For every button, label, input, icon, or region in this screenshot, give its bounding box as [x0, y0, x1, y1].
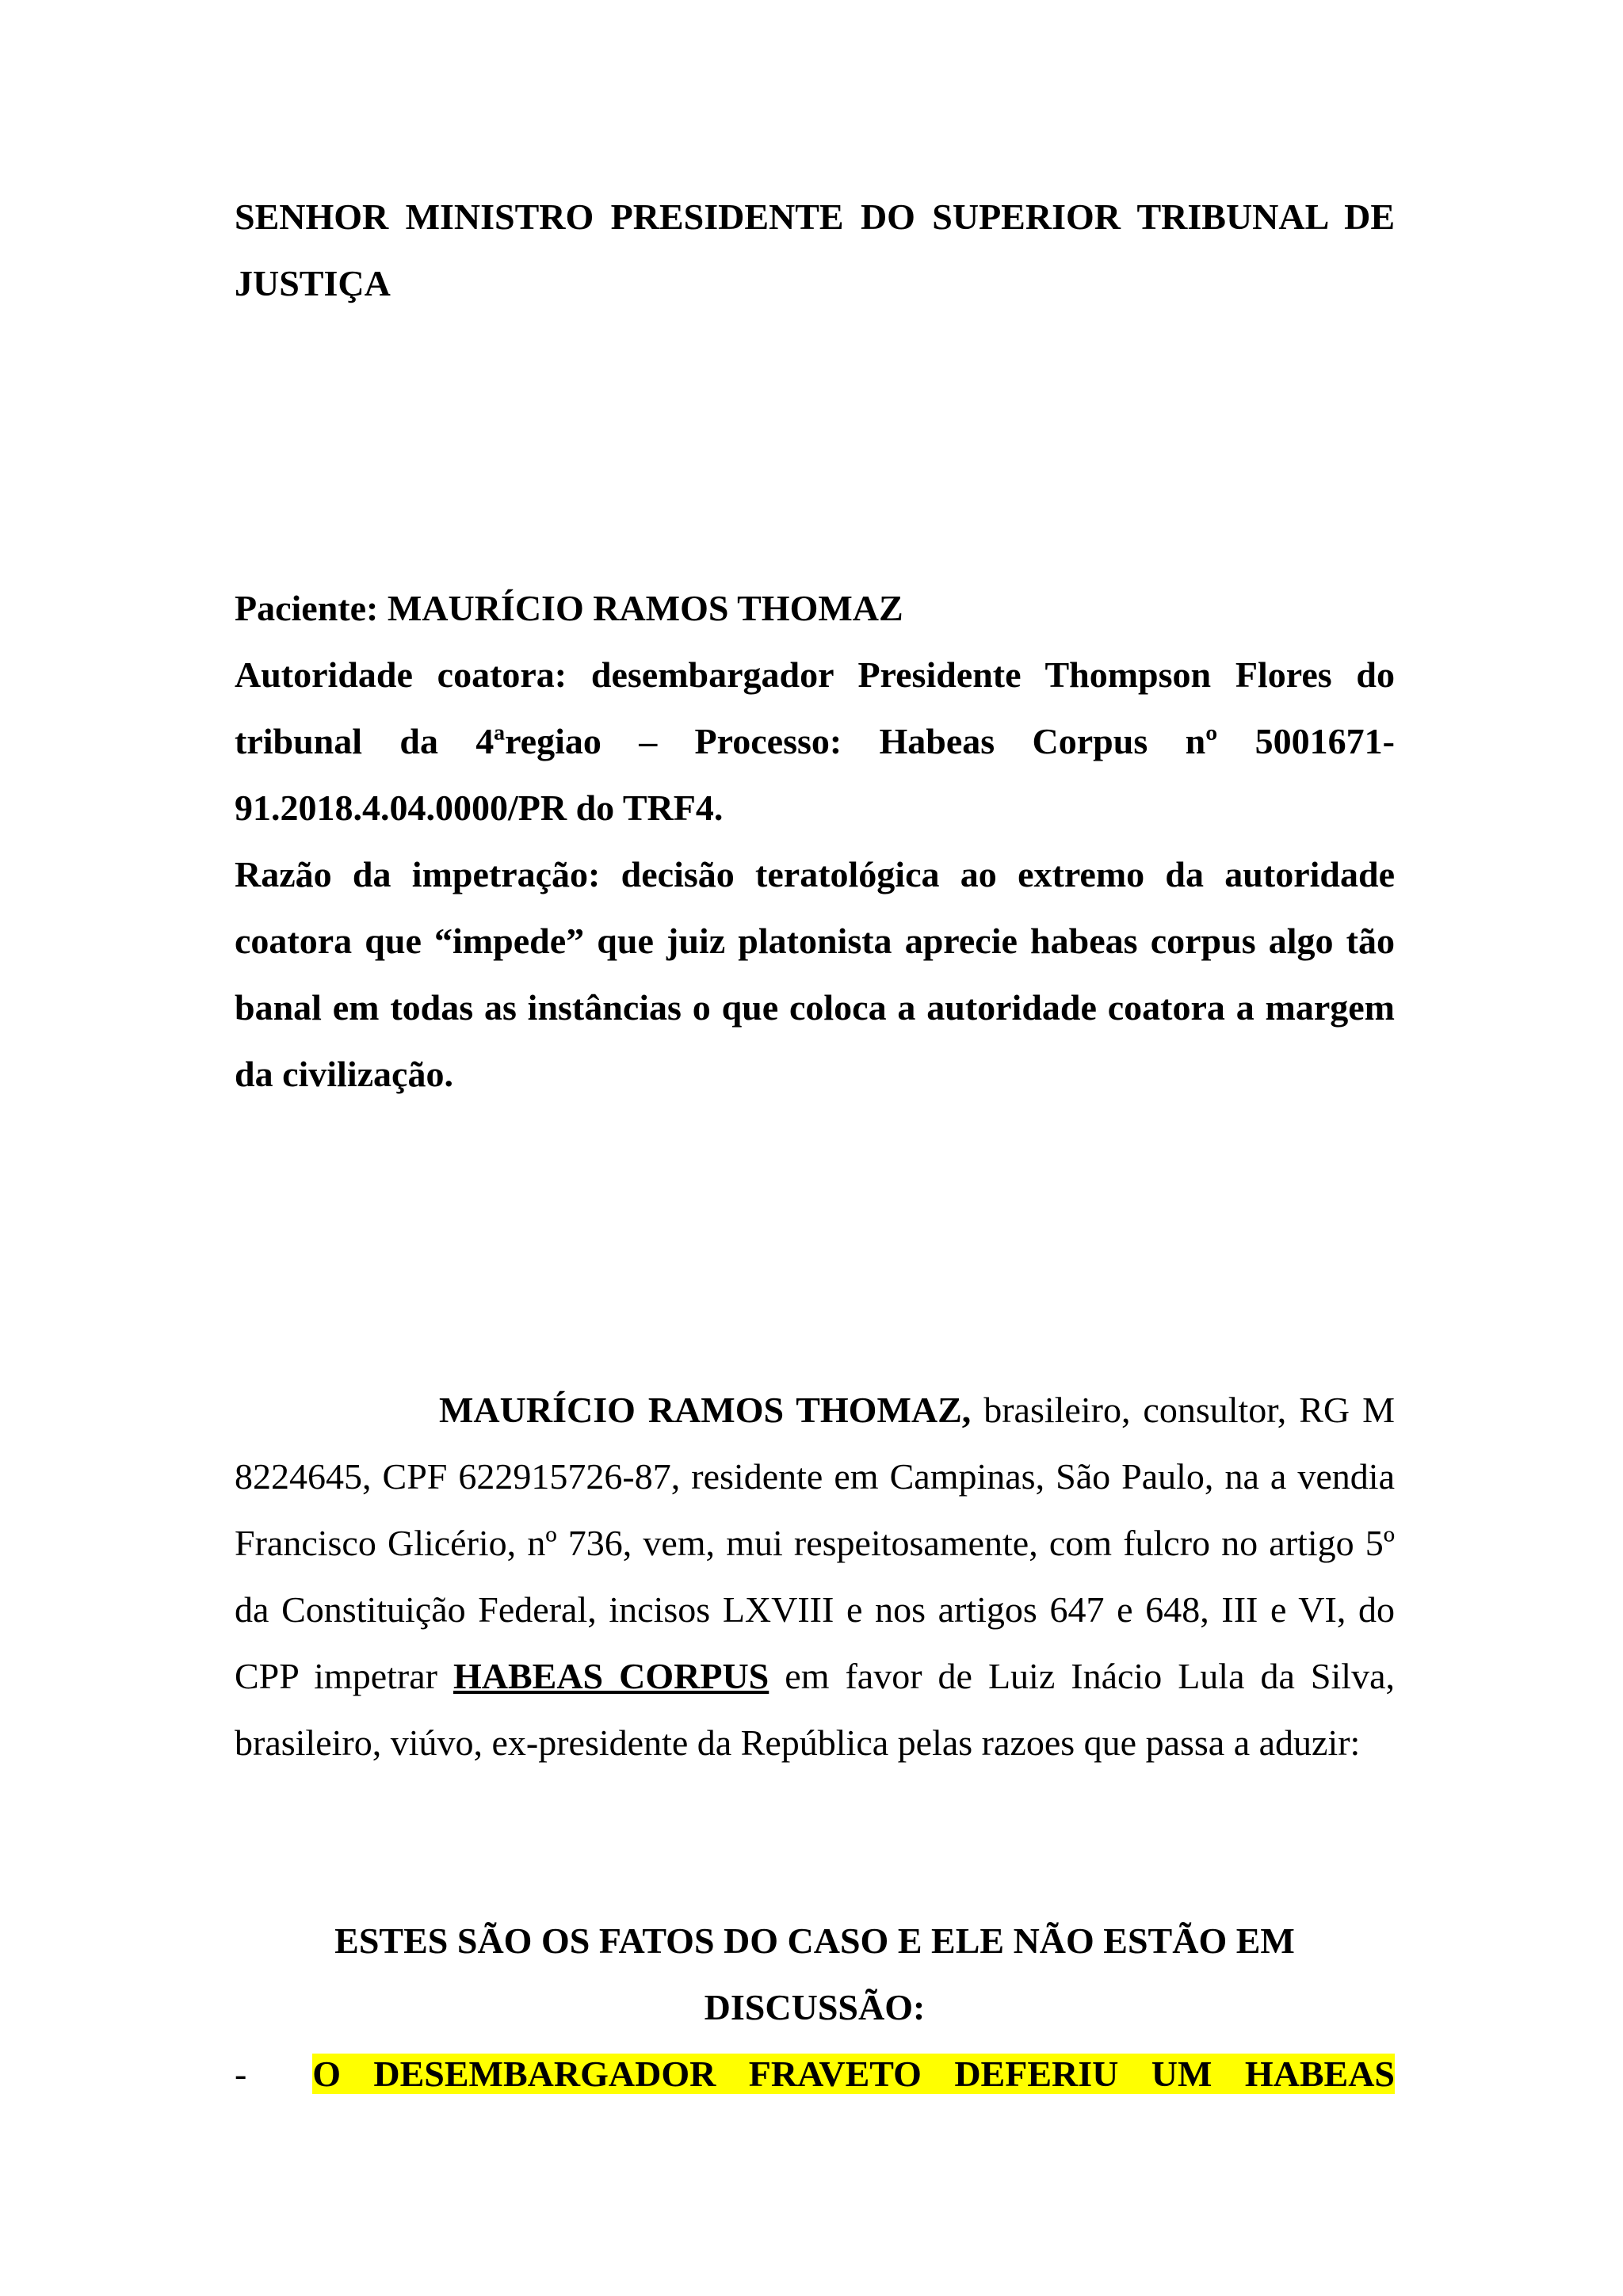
fact-dash: -: [235, 2054, 247, 2094]
fact-item-1: [235, 2041, 1395, 2107]
petition-paragraph: [235, 1377, 1395, 1776]
addressee-heading: SENHOR MINISTRO PRESIDENTE DO SUPERIOR TRIBUNAL DE JUSTIÇA: [235, 196, 1395, 303]
habeas-corpus-term: HABEAS CORPUS: [453, 1656, 769, 1696]
petitioner-name: MAURÍCIO RAMOS THOMAZ,: [439, 1390, 972, 1430]
petition-text-before: brasileiro, consultor, RG M 8224645, CPF 622915726-87, residente em Campinas, São Paulo, na a vendia Francisco Glicério, nº 736, vem, mui respeitosamente, com fulcro no artigo 5º da Constituição Federal, incisos LXVIII e nos artigos 647 e 648, III e VI, do CPP impetrar: [235, 1390, 1396, 1696]
patient-line: Paciente: MAURÍCIO RAMOS THOMAZ: [235, 588, 903, 628]
facts-heading-line-1: ESTES SÃO OS FATOS DO CASO E ELE NÃO ESTÃO EM: [334, 1920, 1295, 1961]
petition-text-after: em favor de Luiz Inácio Lula da Silva, brasileiro, viúvo, ex-presidente da República pelas razoes que passa a aduzir:: [235, 1656, 1395, 1763]
facts-heading: [235, 1908, 1395, 2041]
highlighted-fact-text: O DESEMBARGADOR FRAVETO DEFERIU UM HABEAS: [312, 2054, 1396, 2094]
case-info-section: [235, 575, 1395, 1108]
coercive-authority-paragraph: Autoridade coatora: desembargador Presidente Thompson Flores do tribunal da 4ªregiao – Processo: Habeas Corpus nº 5001671-91.2018.4.04.0000/PR do TRF4.: [235, 654, 1395, 828]
impetration-reason-paragraph: Razão da impetração: decisão teratológica ao extremo da autoridade coatora que “impede” que juiz platonista aprecie habeas corpus algo tão banal em todas as instâncias o que coloca a autoridade coatora a margem da civilização.: [235, 854, 1395, 1094]
facts-heading-line-2: DISCUSSÃO:: [704, 1987, 926, 2027]
